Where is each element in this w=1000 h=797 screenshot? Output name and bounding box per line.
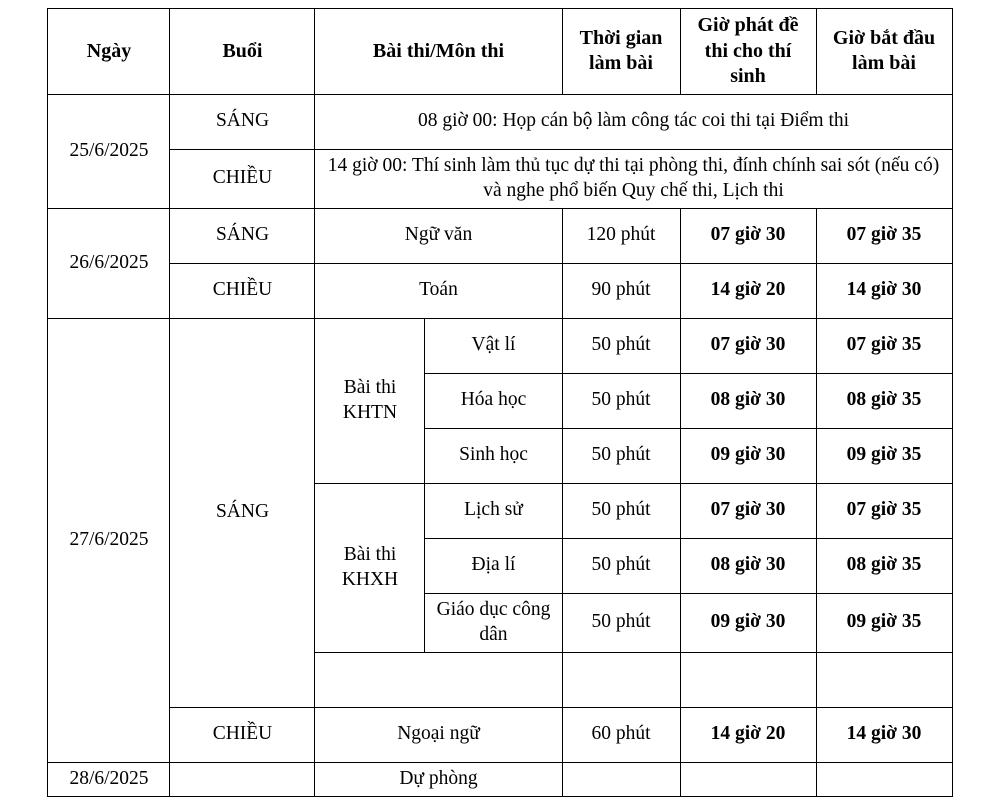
cell-start-gdcd: 09 giờ 35 xyxy=(816,593,952,652)
cell-handout-duphong xyxy=(680,762,816,796)
cell-duration-ngoaingu: 60 phút xyxy=(562,707,680,762)
cell-session-28 xyxy=(170,762,315,796)
header-ngay: Ngày xyxy=(48,9,170,95)
cell-start-nguvan: 07 giờ 35 xyxy=(816,208,952,263)
cell-handout-nguvan: 07 giờ 30 xyxy=(680,208,816,263)
top-margin xyxy=(0,0,1000,8)
cell-session-27-chieu: CHIỀU xyxy=(170,707,315,762)
cell-start-sinhhoc: 09 giờ 35 xyxy=(816,428,952,483)
cell-group-khxh: Bài thi KHXH xyxy=(315,483,425,652)
cell-subject-duphong: Dự phòng xyxy=(315,762,562,796)
cell-day-27: 27/6/2025 xyxy=(48,318,170,762)
cell-day-26: 26/6/2025 xyxy=(48,208,170,318)
table-header xyxy=(48,9,952,95)
cell-duration-diali: 50 phút xyxy=(562,538,680,593)
table-row xyxy=(48,263,952,318)
cell-start-duphong xyxy=(816,762,952,796)
cell-subject-gdcd: Giáo dục công dân xyxy=(425,593,562,652)
cell-handout-lichsu: 07 giờ 30 xyxy=(680,483,816,538)
cell-handout-toan: 14 giờ 20 xyxy=(680,263,816,318)
cell-subject-lichsu: Lịch sử xyxy=(425,483,562,538)
cell-session-27-sang: SÁNG xyxy=(170,318,315,707)
cell-session-25-chieu: CHIỀU xyxy=(170,149,315,208)
cell-subject-diali: Địa lí xyxy=(425,538,562,593)
cell-day-28: 28/6/2025 xyxy=(48,762,170,796)
cell-subject-ngoaingu: Ngoại ngữ xyxy=(315,707,562,762)
cell-session-26-chieu: CHIỀU xyxy=(170,263,315,318)
cell-handout-placeholder xyxy=(680,652,816,707)
cell-handout-sinhhoc: 09 giờ 30 xyxy=(680,428,816,483)
cell-duration-placeholder xyxy=(562,652,680,707)
cell-duration-hoahoc: 50 phút xyxy=(562,373,680,428)
cell-duration-vatli: 50 phút xyxy=(562,318,680,373)
cell-session-25-sang: SÁNG xyxy=(170,94,315,149)
cell-subject-vatli: Vật lí xyxy=(425,318,562,373)
table-row xyxy=(48,149,952,208)
cell-start-hoahoc: 08 giờ 35 xyxy=(816,373,952,428)
header-bai-thi: Bài thi/Môn thi xyxy=(315,9,562,95)
table-row xyxy=(48,208,952,263)
header-gio-phat-de: Giờ phát đề thi cho thí sinh xyxy=(680,9,816,95)
cell-start-vatli: 07 giờ 35 xyxy=(816,318,952,373)
cell-duration-nguvan: 120 phút xyxy=(562,208,680,263)
cell-duration-toan: 90 phút xyxy=(562,263,680,318)
cell-duration-duphong xyxy=(562,762,680,796)
cell-start-diali: 08 giờ 35 xyxy=(816,538,952,593)
cell-note-25-sang: 08 giờ 00: Họp cán bộ làm công tác coi thi tại Điểm thi xyxy=(315,94,952,149)
table-row xyxy=(48,707,952,762)
cell-handout-gdcd: 09 giờ 30 xyxy=(680,593,816,652)
table-row xyxy=(48,762,952,796)
cell-handout-hoahoc: 08 giờ 30 xyxy=(680,373,816,428)
cell-duration-sinhhoc: 50 phút xyxy=(562,428,680,483)
header-gio-bat-dau: Giờ bắt đầu làm bài xyxy=(816,9,952,95)
cell-handout-diali: 08 giờ 30 xyxy=(680,538,816,593)
exam-schedule-table xyxy=(47,8,952,797)
header-thoi-gian: Thời gian làm bài xyxy=(562,9,680,95)
table-row xyxy=(48,318,952,373)
cell-start-ngoaingu: 14 giờ 30 xyxy=(816,707,952,762)
cell-start-toan: 14 giờ 30 xyxy=(816,263,952,318)
cell-group-khtn: Bài thi KHTN xyxy=(315,318,425,483)
table-body xyxy=(48,94,952,796)
cell-subject-sinhhoc: Sinh học xyxy=(425,428,562,483)
cell-day-25: 25/6/2025 xyxy=(48,94,170,208)
cell-subject-nguvan: Ngữ văn xyxy=(315,208,562,263)
cell-subject-toan: Toán xyxy=(315,263,562,318)
cell-start-lichsu: 07 giờ 35 xyxy=(816,483,952,538)
header-buoi: Buổi xyxy=(170,9,315,95)
cell-session-26-sang: SÁNG xyxy=(170,208,315,263)
table-row xyxy=(48,94,952,149)
cell-subject-ngoaingu-placeholder xyxy=(315,652,562,707)
cell-duration-lichsu: 50 phút xyxy=(562,483,680,538)
header-row xyxy=(48,9,952,95)
cell-handout-vatli: 07 giờ 30 xyxy=(680,318,816,373)
cell-note-25-chieu: 14 giờ 00: Thí sinh làm thủ tục dự thi tại phòng thi, đính chính sai sót (nếu có) và nghe phổ biến Quy chế thi, Lịch thi xyxy=(315,149,952,208)
cell-start-placeholder xyxy=(816,652,952,707)
cell-handout-ngoaingu: 14 giờ 20 xyxy=(680,707,816,762)
cell-subject-hoahoc: Hóa học xyxy=(425,373,562,428)
cell-duration-gdcd: 50 phút xyxy=(562,593,680,652)
